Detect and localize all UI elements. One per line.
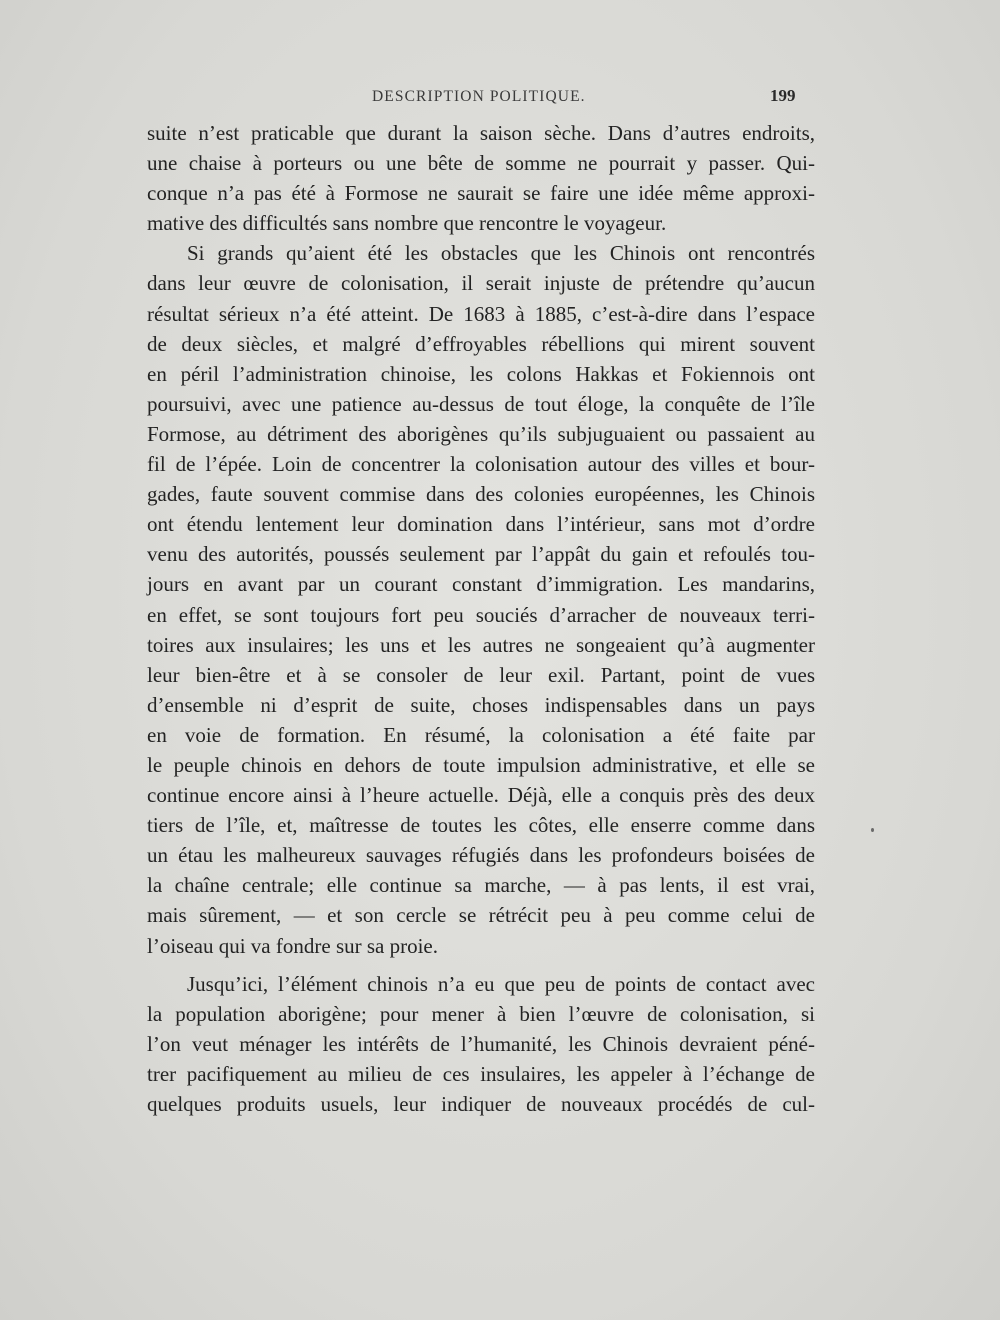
text-line: tiers de l’île, et, maîtresse de toutes les côtes, elle enserre comme dans	[147, 813, 815, 838]
text-line: jours en avant par un courant constant d’immigration. Les mandarins,	[147, 572, 815, 597]
text-line: mais sûrement, — et son cercle se rétrécit peu à peu comme celui de	[147, 903, 815, 928]
text-line: l’on veut ménager les intérêts de l’humanité, les Chinois devraient péné-	[147, 1031, 815, 1056]
text-line: Jusqu’ici, l’élément chinois n’a eu que peu de points de contact avec	[187, 971, 815, 996]
text-line: quelques produits usuels, leur indiquer de nouveaux procédés de cul-	[147, 1092, 815, 1116]
paragraph-gap	[147, 961, 815, 969]
text-line: mative des difficultés sans nombre que rencontre le voyageur.	[147, 211, 667, 236]
paragraph	[147, 238, 815, 960]
text-line: la chaîne centrale; elle continue sa marche, — à pas lents, il est vrai,	[147, 873, 815, 898]
text-line: suite n’est praticable que durant la saison sèche. Dans d’autres endroits,	[147, 121, 815, 145]
text-line: en effet, se sont toujours fort peu souciés d’arracher de nouveaux terri-	[147, 602, 815, 627]
text-line: leur bien-être et à se consoler de leur exil. Partant, point de vues	[147, 662, 815, 687]
paper-speck	[871, 828, 874, 832]
text-line: continue encore ainsi à l’heure actuelle. Déjà, elle a conquis près des deux	[147, 783, 815, 808]
text-line: de deux siècles, et malgré d’effroyables rébellions qui mirent souvent	[147, 331, 815, 356]
body-text	[147, 118, 815, 1119]
text-line: l’oiseau qui va fondre sur sa proie.	[147, 933, 438, 958]
text-line: résultat sérieux n’a été atteint. De 1683 à 1885, c’est-à-dire dans l’espace	[147, 301, 815, 326]
paragraph	[147, 118, 815, 238]
text-line: ont étendu lentement leur domination dans l’intérieur, sans mot d’ordre	[147, 512, 815, 537]
text-line: en voie de formation. En résumé, la colonisation a été faite par	[147, 722, 815, 747]
text-line: dans leur œuvre de colonisation, il serait injuste de prétendre qu’aucun	[147, 271, 815, 296]
text-line: poursuivi, avec une patience au-dessus de tout éloge, la conquête de l’île	[147, 391, 815, 416]
text-line: la population aborigène; pour mener à bien l’œuvre de colonisation, si	[147, 1001, 815, 1026]
text-line: Si grands qu’aient été les obstacles que les Chinois ont rencontrés	[187, 241, 815, 266]
text-line: toires aux insulaires; les uns et les autres ne songeaient qu’à augmenter	[147, 632, 815, 657]
text-line: conque n’a pas été à Formose ne saurait se faire une idée même approxi-	[147, 181, 815, 206]
text-line: un étau les malheureux sauvages réfugiés dans les profondeurs boisées de	[147, 843, 815, 868]
text-line: gades, faute souvent commise dans des colonies européennes, les Chinois	[147, 482, 815, 507]
text-line: Formose, au détriment des aborigènes qu’ils subjuguaient ou passaient au	[147, 421, 815, 446]
running-head	[0, 82, 1000, 112]
text-line: en péril l’administration chinoise, les colons Hakkas et Fokiennois ont	[147, 361, 815, 386]
text-line: d’ensemble ni d’esprit de suite, choses indispensables dans un pays	[147, 692, 815, 717]
text-line: venu des autorités, poussés seulement par l’appât du gain et refoulés tou-	[147, 542, 815, 567]
text-line: fil de l’épée. Loin de concentrer la colonisation autour des villes et bour-	[147, 452, 815, 477]
paragraph	[147, 969, 815, 1119]
running-title: DESCRIPTION POLITIQUE.	[372, 88, 586, 105]
page-number: 199	[770, 86, 796, 105]
text-line: une chaise à porteurs ou une bête de somme ne pourrait y passer. Qui-	[147, 151, 815, 176]
text-line: le peuple chinois en dehors de toute impulsion administrative, et elle se	[147, 752, 815, 777]
text-line: trer pacifiquement au milieu de ces insulaires, les appeler à l’échange de	[147, 1061, 815, 1086]
